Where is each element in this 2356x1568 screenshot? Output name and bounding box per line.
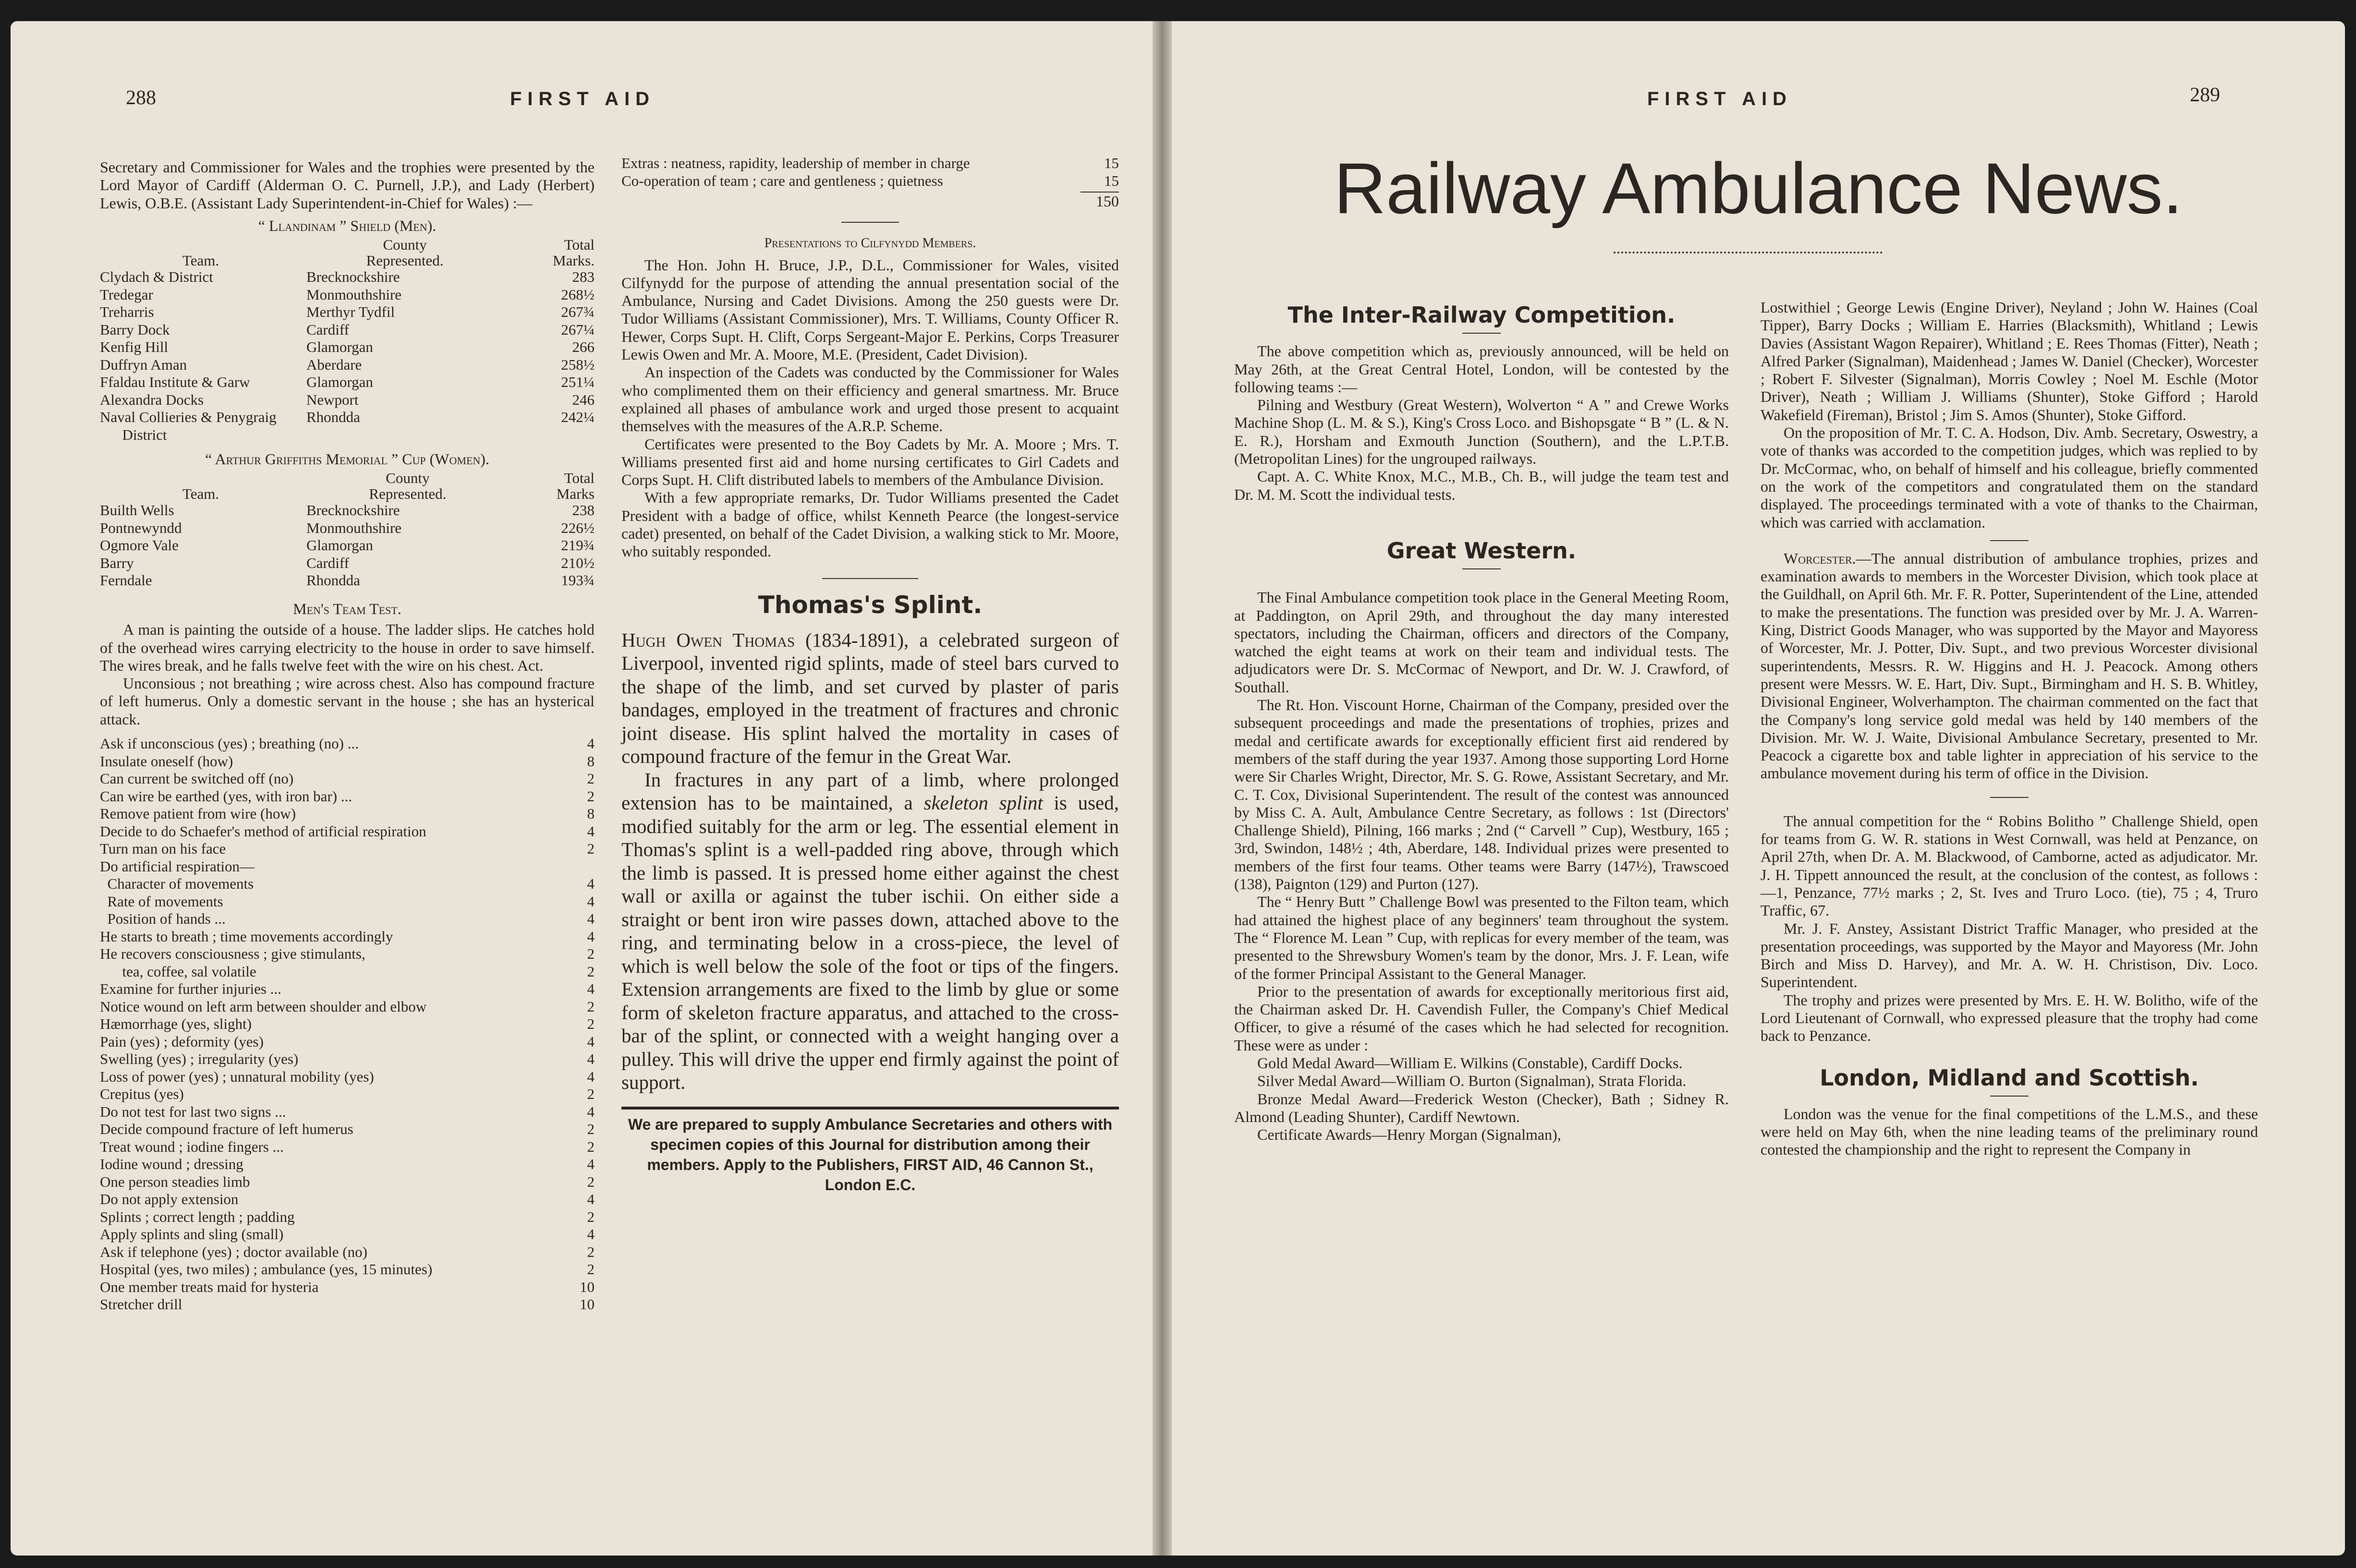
right-running-title: FIRST AID [1647, 88, 1793, 109]
left-running-title: FIRST AID [510, 88, 656, 109]
team-cell: Alexandra Docks [100, 391, 204, 408]
total-cell: 267¾ [561, 303, 595, 321]
table-row [100, 1191, 595, 1208]
table-row [100, 519, 595, 537]
team-cell: Barry Dock [100, 321, 170, 338]
table-row [100, 1226, 595, 1243]
table-row [100, 409, 595, 444]
total-cell: 242¼ [561, 409, 595, 426]
table-row [100, 1208, 595, 1226]
skeleton-splint-term: skeleton splint [923, 792, 1043, 814]
table-row [100, 1121, 595, 1138]
masthead-ornament [1614, 247, 1882, 253]
checklist-item: Co-operation of team ; care and gentleness ; quietness [621, 172, 943, 189]
team-cell: Kenfig Hill [100, 338, 169, 356]
county-cell: Aberdare [306, 356, 362, 373]
checklist-score [571, 858, 595, 876]
left-page-number: 288 [126, 87, 156, 109]
checklist-score: 4 [587, 928, 595, 945]
mens-test-heading: Men's Team Test. [293, 600, 401, 617]
anstey-paragraph: Mr. J. F. Anstey, Assistant District Traffic Manager, who presided at the presentation proceedings, was supported by the Mayor and Mayoress (Mr. John Birch and Miss D. Harvey), and Mr. A. W. H. Christison, Div. Loco. Superintendent. [1761, 919, 2258, 991]
marking-checklist [100, 735, 595, 1314]
table-row [100, 963, 595, 981]
team-cell: Pontnewyndd [100, 519, 182, 536]
masthead: Railway Ambulance News. [1334, 148, 2183, 229]
inter-paragraph-1: The above competition which as, previously announced, will be held on May 26th, at the Great Central Hotel, London, will be contested by the following teams :— [1234, 342, 1729, 396]
right-page [1172, 21, 2345, 1556]
table-row [100, 1068, 595, 1086]
checklist-score: 2 [587, 1015, 595, 1033]
team-cell: Barry [100, 554, 134, 571]
checklist-score: 2 [587, 1173, 595, 1190]
shield-header-team: Team. [182, 252, 219, 269]
presentations-heading: Presentations to Cilfynydd Members. [764, 236, 976, 251]
intro-paragraph: Secretary and Commissioner for Wales and the trophies were presented by the Lord Mayor of Cardiff (Alderman O. C. Purnell, J.P.), and Lady (Herbert) Lewis, O.B.E. (Assistant Lady Superintendent-in-Chief for Wales) :— [100, 158, 595, 212]
table-row [100, 1173, 595, 1191]
gold-medal-award: Gold Medal Award—William E. Wilkins (Constable), Cardiff Docks. [1257, 1054, 1683, 1072]
checklist-score: 4 [587, 980, 595, 998]
checklist-score: 4 [587, 1033, 595, 1050]
checklist-score: 8 [587, 752, 595, 770]
right-column-1 [1234, 302, 1729, 1144]
checklist-score: 4 [587, 875, 595, 893]
checklist-score: 15 [1104, 172, 1119, 189]
checklist-item: Remove patient from wire (how) [100, 805, 296, 822]
team-cell: Ffaldau Institute & Garw [100, 374, 250, 391]
county-cell: Rhondda [306, 572, 360, 589]
county-cell: Glamorgan [306, 338, 373, 356]
splint-paragraph-2a: In fractures in any part of a limb, where prolonged extension has to be maintained, a [621, 768, 1119, 814]
divider [1990, 797, 2028, 798]
checklist-score: 2 [587, 787, 595, 805]
cup-results-table [100, 470, 595, 590]
team-cell: Treharris [100, 303, 154, 321]
splint-paragraph-1: (1834-1891), a celebrated surgeon of Liverpool, invented rigid splints, made of steel bars curved to the shape of the limb, and set curved by plaster of paris bandages, employed in the treatment of fractures and chronic joint disease. His splint halved the mortality in cases of compound fracture of the femur in the Great War. [621, 628, 1119, 768]
checklist-item: Pain (yes) ; deformity (yes) [100, 1033, 264, 1050]
ornament-divider [822, 578, 918, 579]
checklist-score: 4 [587, 735, 595, 752]
divider [1462, 333, 1501, 334]
checklist-item: Do not test for last two signs ... [100, 1103, 286, 1120]
table-row [621, 172, 1119, 190]
gw-paragraph-3: The “ Henry Butt ” Challenge Bowl was presented to the Filton team, which had attained the highest place of any beginners' team throughout the system. The “ Florence M. Lean ” Cup, with replicas for every member of the team, was presented to the Shrewsbury Women's team by the donor, Mrs. J. F. Lean, wife of the former Principal Assistant to the General Manager. [1234, 893, 1729, 982]
team-cell: Ogmore Vale [100, 537, 179, 554]
checklist-score: 4 [587, 1068, 595, 1085]
checklist-score: 2 [587, 1086, 595, 1103]
gw-paragraph-1: The Final Ambulance competition took place in the General Meeting Room, at Paddington, on April 29th, and throughout the day many interested spectators, including the Chairman, officers and directors of the Company, watched the eight teams at work on their team and individual tests. The adjudicators were Dr. S. McCormac of Newport, and Dr. W. J. Crawford, of Southall. [1234, 589, 1729, 696]
checklist-score: 2 [587, 963, 595, 980]
table-row [100, 770, 595, 788]
bronze-medal-award: Bronze Medal Award—Frederick Weston (Checker), Bath ; Sidney R. Almond (Leading Shunter), Cardiff Newtown. [1234, 1090, 1729, 1125]
total-cell: 246 [572, 391, 595, 408]
table-row [100, 858, 595, 876]
total-cell: 258½ [561, 356, 595, 373]
checklist-item: Examine for further injuries ... [100, 980, 281, 998]
county-cell: Cardiff [306, 321, 349, 338]
checklist-item: Iodine wound ; dressing [100, 1156, 243, 1173]
team-cell: Duffryn Aman [100, 356, 187, 373]
county-cell: Cardiff [306, 554, 349, 571]
checklist-score: 2 [587, 1208, 595, 1225]
table-row [100, 391, 595, 409]
checklist-score: 2 [587, 945, 595, 963]
checklist-item: Rate of movements [100, 893, 223, 910]
checklist-item: Character of movements [100, 875, 254, 893]
table-row [100, 1279, 595, 1296]
county-cell: Merthyr Tydfil [306, 303, 395, 321]
table-row [100, 788, 595, 806]
total-cell: 267¼ [561, 321, 595, 338]
table-row [100, 268, 595, 286]
checklist-score: 4 [587, 910, 595, 928]
checklist-item: Can wire be earthed (yes, with iron bar) ... [100, 787, 352, 805]
lms-paragraph-1: London was the venue for the final competitions of the L.M.S., and these were held on May 6th, when the nine leading teams of the preliminary round contested the championship and the right to represent the Company in [1761, 1105, 2258, 1158]
table-row [100, 1033, 595, 1051]
cup-header-county: County Represented. [369, 470, 447, 503]
table-row [100, 1103, 595, 1121]
right-page-number: 289 [2190, 84, 2220, 106]
checklist-score: 4 [587, 1226, 595, 1243]
table-row [100, 303, 595, 321]
inter-paragraph-2: Pilning and Westbury (Great Western), Wolverton “ A ” and Crewe Works Machine Shop (L. M. & S.), King's Cross Loco. and Bishopsgate “ B ” (L. & N. E. R.), Horsham and Exmouth Junction (Southern), and the L.P.T.B. (Metropolitan Lines) for the ungrouped railways. [1234, 396, 1729, 468]
cup-header-total: Total Marks [556, 470, 595, 503]
checklist-item: Can current be switched off (no) [100, 770, 294, 787]
table-row [100, 893, 595, 911]
table-row [100, 374, 595, 391]
checklist-item: Do artificial respiration— [100, 857, 255, 875]
checklist-score: 4 [587, 822, 595, 840]
table-row [100, 980, 595, 998]
publisher-notice: We are prepared to supply Ambulance Secretaries and others with specimen copies of this Journal for distribution among their members. Apply to the Publishers, FIRST AID, 46 Cannon St., London E.C. [621, 1107, 1119, 1195]
presentations-paragraph-3: Certificates were presented to the Boy Cadets by Mr. A. Moore ; Mrs. T. Williams presented first aid and home nursing certificates to Girl Cadets and Corps Supt. H. Clift distributed labels to members of the Ambulance Division. [621, 435, 1119, 489]
checklist-item: Do not apply extension [100, 1191, 239, 1208]
gw-paragraph-4: Prior to the presentation of awards for exceptionally meritorious first aid, the Chairman asked Dr. H. Cavendish Fuller, the Company's Chief Medical Officer, to give a résumé of the cases which he had selected for recognition. These were as under : [1234, 982, 1729, 1054]
table-row [100, 998, 595, 1016]
checklist-item: Insulate oneself (how) [100, 752, 233, 770]
checklist-score: 10 [580, 1278, 595, 1295]
certificate-awards: Certificate Awards—Henry Morgan (Signalman), [1257, 1126, 1561, 1144]
table-row [100, 537, 595, 555]
inter-paragraph-3: Capt. A. C. White Knox, M.C., M.B., Ch. B., will judge the team test and Dr. M. M. Scott the individual tests. [1234, 468, 1729, 503]
table-row [100, 1296, 595, 1314]
county-cell: Brecknockshire [306, 268, 400, 286]
total-cell: 210½ [561, 554, 595, 571]
gw-paragraph-2: The Rt. Hon. Viscount Horne, Chairman of the Company, presided over the subsequent proceedings and made the presentations of trophies, prizes and medal and certificate awards for exceptionally efficient first aid rendered by members of the staff during the year 1937. Among those supporting Lord Horne were Sir Charles Wright, Director, Mr. S. G. Rowe, Assistant Secretary, and Mr. C. T. Cox, Divisional Superintendent. The result of the contest was announced by Miss C. A. Ault, Ambulance Centre Secretary, as follows : 1st (Directors' Challenge Shield), Pilning, 166 marks ; 2nd (“ Carvell ” Cup), Westbury, 165 ; 3rd, Swindon, 148½ ; 4th, Aberdare, 148. Individual prizes were presented to members of the first four teams. Other teams were Barry (147½), Trawscoed (138), Paignton (129) and Purton (127). [1234, 696, 1729, 893]
divider [1990, 1096, 2028, 1097]
table-row [100, 338, 595, 356]
checklist-score: 2 [587, 770, 595, 787]
checklist-score: 4 [587, 1156, 595, 1173]
checklist-item: Hæmorrhage (yes, slight) [100, 1015, 252, 1033]
table-row [100, 875, 595, 893]
checklist-score: 4 [587, 1050, 595, 1068]
mens-test-paragraph-2: Unconsious ; not breathing ; wire across chest. Also has compound fracture of left humerus. Only a domestic servant in the house ; she has an hysterical attack. [100, 675, 595, 728]
county-cell: Monmouthshire [306, 286, 402, 303]
right-column-2 [1761, 299, 2258, 1159]
table-row [621, 155, 1119, 172]
checklist-score: 4 [587, 1191, 595, 1208]
team-cell: Naval Collieries & Penygraig District [100, 409, 277, 443]
table-row [100, 321, 595, 339]
award-list-continued: Lostwithiel ; George Lewis (Engine Driver), Neyland ; John W. Haines (Coal Tipper), Barry Docks ; William E. Harries (Blacksmith), Whitland ; Lewis Davies (Assistant Wagon Repairer), Whitland ; E. Rees Thomas (Fitter), Neath ; Alfred Parker (Signalman), Maidenhead ; James W. Daniel (Checker), Worcester ; Robert F. Silvester (Signalman), Morris Cowley ; Noel M. Eschle (Motor Driver), Neath ; William J. Williams (Shunter), Stoke Gifford ; Harold Wakefield (Fireman), Bristol ; Jim S. Amos (Shunter), Stoke Gifford. [1761, 299, 2258, 423]
county-cell: Newport [306, 391, 359, 408]
checklist-item: Hospital (yes, two miles) ; ambulance (yes, 15 minutes) [100, 1261, 433, 1278]
checklist-score: 10 [580, 1296, 595, 1313]
table-row [100, 1156, 595, 1173]
checklist-item: Apply splints and sling (small) [100, 1226, 284, 1243]
table-row [100, 735, 595, 753]
shield-header-county: County Represented. [366, 236, 444, 269]
checklist-item: Ask if unconscious (yes) ; breathing (no) ... [100, 735, 359, 752]
table-row [100, 1050, 595, 1068]
checklist-score: 15 [1104, 155, 1119, 171]
shield-header-total: Total Marks. [553, 236, 595, 269]
team-cell: Tredegar [100, 286, 153, 303]
checklist-item: Swelling (yes) ; irregularity (yes) [100, 1050, 299, 1068]
lms-heading: London, Midland and Scottish. [1820, 1064, 2199, 1091]
table-row [100, 823, 595, 841]
checklist-item: Decide to do Schaefer's method of artificial respiration [100, 822, 426, 840]
table-row [100, 555, 595, 572]
total-cell: 268½ [561, 286, 595, 303]
checklist-score: 2 [587, 1138, 595, 1155]
checklist-item: Treat wound ; iodine fingers ... [100, 1138, 284, 1155]
extras-total: 150 [1081, 192, 1119, 210]
table-row [100, 1015, 595, 1033]
total-cell: 219¾ [561, 537, 595, 554]
table-row [100, 502, 595, 519]
total-cell: 266 [572, 338, 595, 356]
left-column-2 [621, 155, 1119, 1195]
silver-medal-award: Silver Medal Award—William O. Burton (Signalman), Strata Florida. [1257, 1072, 1687, 1090]
table-row [100, 356, 595, 374]
left-page [11, 21, 1153, 1556]
checklist-item: One member treats maid for hysteria [100, 1278, 319, 1295]
checklist-item: Ask if telephone (yes) ; doctor available (no) [100, 1243, 367, 1260]
checklist-item: Loss of power (yes) ; unnatural mobility (yes) [100, 1068, 374, 1085]
trophy-paragraph: The trophy and prizes were presented by Mrs. E. H. W. Bolitho, wife of the Lord Lieutenant of Cornwall, who expressed pleasure that the trophy had come back to Penzance. [1761, 991, 2258, 1045]
robins-bolitho-paragraph: The annual competition for the “ Robins Bolitho ” Challenge Shield, open for teams from G. W. R. stations in West Cornwall, was held at Penzance, on April 27th, when Dr. A. M. Blackwood, of Camborne, acted as adjudicator. Mr. J. H. Tippett announced the result, at the conclusion of the contest, as follows :—1, Penzance, 77½ marks ; 2, St. Ives and Truro Loco. (tie), 75 ; 4, Truro Traffic, 67. [1761, 812, 2258, 919]
splint-heading: Thomas's Splint. [758, 591, 983, 619]
county-cell: Brecknockshire [306, 502, 400, 519]
table-row [100, 1243, 595, 1261]
splint-lead-name: Hugh Owen Thomas [621, 628, 795, 651]
table-row [100, 1086, 595, 1103]
book-gutter [1153, 21, 1172, 1556]
checklist-item: Splints ; correct length ; padding [100, 1208, 295, 1225]
checklist-score: 4 [587, 893, 595, 910]
county-cell: Rhondda [306, 409, 360, 426]
divider [1462, 568, 1501, 569]
table-row [100, 753, 595, 771]
mens-test-paragraph-1: A man is painting the outside of a house. The ladder slips. He catches hold of the overhead wires carrying electricity to the house in order to save himself. The wires break, and he falls twelve feet with the wire on his chest. Act. [100, 621, 595, 674]
worcester-paragraph: —The annual distribution of ambulance trophies, prizes and examination awards to members in the Worcester Division, which took place at the Guildhall, on April 6th. Mr. F. R. Potter, Superintendent of the Line, attended to make the presentations. The function was presided over by Mr. J. A. Warren-King, District Goods Manager, who was supported by the Mayor and Mayoress of Worcester, Mr. J. Potter, Div. Supt., and two previous Worcester divisional superintendents, Messrs. R. W. Higgins and H. J. Peacock. Among others present were Messrs. W. E. Hart, Div. Supt., Birmingham and H. S. B. Whitley, Divisional Engineer, Wolverhampton. The chairman commented on the fact that the Company's long service gold medal was held by 140 members of the Division. Mr. W. J. Waite, Divisional Ambulance Secretary, presented to Mr. Peacock a cigarette box and table lighter in appreciation of his service to the ambulance movement during his term of office in the Division. [1761, 549, 2258, 782]
checklist-item: Notice wound on left arm between shoulder and elbow [100, 998, 427, 1015]
presentations-paragraph-2: An inspection of the Cadets was conducted by the Commissioner for Wales who complimented them on their efficiency and general smartness. Mr. Bruce explained all phases of ambulance work and urged those present to acquaint themselves with the measures of the A.R.P. Scheme. [621, 363, 1119, 435]
table-row [100, 928, 595, 946]
table-row [100, 945, 595, 963]
worcester-lead: Worcester. [1784, 549, 1856, 567]
checklist-score: 2 [587, 1243, 595, 1260]
checklist-score: 2 [587, 840, 595, 857]
table-row [100, 910, 595, 928]
splint-paragraph-2b: is used, modified suitably for the arm or leg. The essential element in Thomas's splint is a well-padded ring above, through which the limb is passed. It is pressed home either against the chest wall or axilla or against the tuber ischii. On either side a straight or bent iron wire passes down, attached above to the ring, and terminating below in a cross-piece, the level of which is well below the sole of the foot or tips of the fingers. Extension arrangements are fixed to the limb by glue or some form of skeleton fracture apparatus, and attached to the cross-bar of the splint, or connected with a weight hanging over a pulley. This will drive the upper end firmly against the point of support. [621, 792, 1119, 1094]
checklist-item: Decide compound fracture of left humerus [100, 1121, 353, 1138]
shield-heading: “ Llandinam ” Shield (Men). [258, 217, 437, 234]
table-row [100, 286, 595, 304]
table-row [100, 1261, 595, 1279]
inter-railway-heading: The Inter-Railway Competition. [1287, 302, 1676, 328]
presentations-paragraph-4: With a few appropriate remarks, Dr. Tudor Williams presented the Cadet President with a badge of office, whilst Kenneth Pearce (the longest-service cadet) presented, on behalf of the Cadet Division, a walking stick to Mr. Moore, who suitably responded. [621, 489, 1119, 560]
extras-table [621, 155, 1119, 190]
checklist-score: 2 [587, 1261, 595, 1278]
checklist-score: 2 [587, 1121, 595, 1138]
divider [841, 222, 899, 223]
checklist-score: 4 [587, 1103, 595, 1120]
team-cell: Builth Wells [100, 502, 174, 519]
table-row [100, 840, 595, 858]
checklist-score: 2 [587, 998, 595, 1015]
cup-header-team: Team. [182, 485, 219, 503]
total-cell: 226½ [561, 519, 595, 536]
checklist-score: 8 [587, 805, 595, 822]
total-cell: 193¾ [561, 572, 595, 589]
great-western-heading: Great Western. [1386, 537, 1577, 564]
checklist-item: Position of hands ... [100, 910, 226, 928]
splint-article [621, 628, 1119, 1094]
team-cell: Ferndale [100, 572, 152, 589]
presentations-paragraph-1: The Hon. John H. Bruce, J.P., D.L., Commissioner for Wales, visited Cilfynydd for the purpose of attending the annual presentation social of the Ambulance, Nursing and Cadet Divisions. Among the 250 guests were Dr. Tudor Williams (Assistant Commissioner), Mrs. T. Williams, County Officer R. Hewer, Corps Supt. H. Clift, Corps Sergeant-Major E. Perkins, Corps Treasurer Lewis Owen and Mr. A. Moore, M.E. (President, Cadet Division). [621, 256, 1119, 363]
county-cell: Glamorgan [306, 537, 373, 554]
checklist-item: tea, coffee, sal volatile [100, 963, 256, 980]
total-cell: 283 [572, 268, 595, 286]
checklist-item: Crepitus (yes) [100, 1086, 184, 1103]
checklist-item: One person steadies limb [100, 1173, 250, 1190]
total-cell: 251¼ [561, 374, 595, 391]
left-column-1 [100, 158, 595, 1314]
county-cell: Glamorgan [306, 374, 373, 391]
cup-heading: “ Arthur Griffiths Memorial ” Cup (Women). [205, 450, 489, 468]
shield-results-table [100, 237, 595, 444]
checklist-item: Stretcher drill [100, 1296, 182, 1313]
checklist-item: Turn man on his face [100, 840, 226, 857]
table-row [100, 805, 595, 823]
team-cell: Clydach & District [100, 268, 213, 286]
checklist-item: Extras : neatness, rapidity, leadership of member in charge [621, 155, 970, 171]
checklist-item: He recovers consciousness ; give stimulants, [100, 945, 365, 963]
table-row [100, 1138, 595, 1156]
vote-of-thanks-paragraph: On the proposition of Mr. T. C. A. Hodson, Div. Amb. Secretary, Oswestry, a vote of thanks was accorded to the competition judges, which was replied to by Dr. McCormac, who, on behalf of himself and his colleague, briefly commented on the work of the competitors and congratulated them on the standard displayed. The proceedings terminated with a vote of thanks to the Chairman, which was carried with acclamation. [1761, 424, 2258, 531]
county-cell: Monmouthshire [306, 519, 402, 536]
divider [1990, 540, 2028, 541]
checklist-item: He starts to breath ; time movements accordingly [100, 928, 393, 945]
total-cell: 238 [572, 502, 595, 519]
table-row [100, 572, 595, 590]
